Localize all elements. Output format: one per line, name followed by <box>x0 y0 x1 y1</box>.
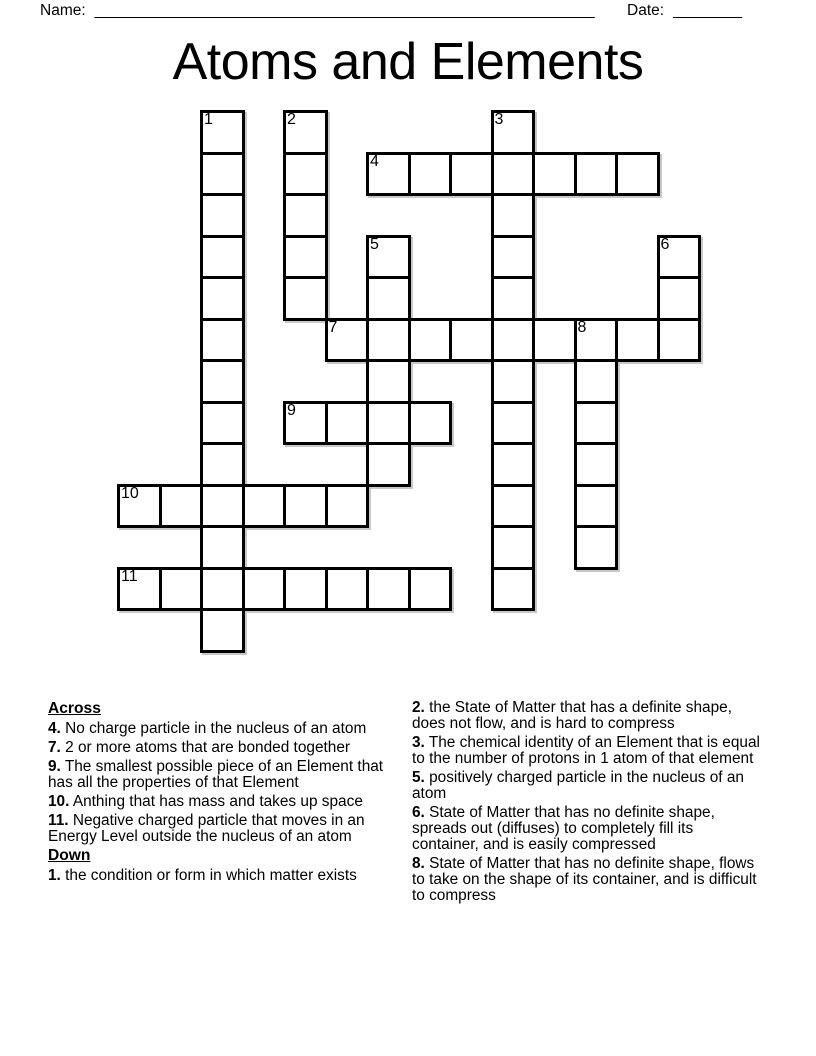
grid-cell-c6-r1[interactable] <box>366 152 411 197</box>
grid-cell-c2-r12[interactable] <box>200 608 245 653</box>
clue-number: 1. <box>48 867 61 884</box>
cell-number-7: 7 <box>328 318 338 336</box>
cell-number-1: 1 <box>204 111 213 128</box>
clue-number: 3. <box>412 734 425 751</box>
grid-cell-c11-r1[interactable] <box>574 152 619 197</box>
date-blank-line[interactable]: ________ <box>673 2 743 19</box>
clue-3: 3. The chemical identity of an Element that is equal to the number of protons in 1 atom of that element <box>412 734 760 767</box>
grid-cell-c9-r8[interactable] <box>491 442 536 487</box>
grid-cell-c3-r11[interactable] <box>242 567 287 612</box>
grid-cell-c9-r2[interactable] <box>491 193 536 238</box>
grid-cell-c0-r11[interactable] <box>117 567 162 612</box>
grid-cell-c9-r11[interactable] <box>491 567 536 612</box>
name-blank-line[interactable]: __________________________________________________________ <box>94 2 595 19</box>
clue-number: 5. <box>412 769 425 786</box>
grid-cell-c2-r5[interactable] <box>200 318 245 363</box>
grid-cell-c9-r0[interactable] <box>491 110 536 155</box>
grid-cell-c6-r6[interactable] <box>366 359 411 404</box>
cell-number-11: 11 <box>121 567 138 585</box>
grid-cell-c2-r7[interactable] <box>200 401 245 446</box>
grid-cell-c6-r8[interactable] <box>366 442 411 487</box>
clue-10: 10. Anthing that has mass and takes up space <box>48 793 363 810</box>
crossword-grid <box>117 110 701 653</box>
cell-number-8: 8 <box>577 318 587 336</box>
name-label: Name: <box>40 2 86 19</box>
clue-number: 9. <box>48 758 61 775</box>
grid-cell-c9-r6[interactable] <box>491 359 536 404</box>
grid-cell-c4-r3[interactable] <box>283 235 328 280</box>
clue-number: 7. <box>48 739 61 756</box>
grid-cell-c6-r4[interactable] <box>366 276 411 321</box>
grid-cell-c8-r1[interactable] <box>449 152 494 197</box>
grid-cell-c11-r6[interactable] <box>574 359 619 404</box>
grid-cell-c13-r3[interactable] <box>657 235 702 280</box>
clue-1: 1. the condition or form in which matter exists <box>48 867 357 884</box>
date-field <box>627 0 742 22</box>
grid-cell-c6-r7[interactable] <box>366 401 411 446</box>
clue-number: 10. <box>48 793 70 810</box>
grid-cell-c9-r3[interactable] <box>491 235 536 280</box>
grid-cell-c5-r9[interactable] <box>325 484 370 529</box>
clue-9: 9. The smallest possible piece of an Element that has all the properties of that Element <box>48 758 384 791</box>
grid-cell-c2-r10[interactable] <box>200 525 245 570</box>
grid-cell-c2-r4[interactable] <box>200 276 245 321</box>
grid-cell-c10-r1[interactable] <box>532 152 577 197</box>
clue-4: 4. No charge particle in the nucleus of an atom <box>48 720 367 737</box>
grid-cell-c5-r11[interactable] <box>325 567 370 612</box>
clues-column-right <box>412 700 764 907</box>
page-title: Atoms and Elements <box>172 33 644 91</box>
cell-number-6: 6 <box>660 235 670 253</box>
grid-cell-c2-r11[interactable] <box>200 567 245 612</box>
grid-cell-c4-r1[interactable] <box>283 152 328 197</box>
clue-number: 2. <box>412 699 425 716</box>
grid-cell-c13-r4[interactable] <box>657 276 702 321</box>
clue-6: 6. State of Matter that has no definite shape, spreads out (diffuses) to completely fill its container, and is easily compressed <box>412 804 715 853</box>
grid-cell-c7-r5[interactable] <box>408 318 453 363</box>
grid-cell-c2-r6[interactable] <box>200 359 245 404</box>
cell-number-9: 9 <box>287 401 296 419</box>
grid-cell-c5-r5[interactable] <box>325 318 370 363</box>
clue-2: 2. the State of Matter that has a definite shape, does not flow, and is hard to compress <box>412 699 732 732</box>
grid-cell-c7-r1[interactable] <box>408 152 453 197</box>
grid-cell-c7-r7[interactable] <box>408 401 453 446</box>
grid-cell-c9-r5[interactable] <box>491 318 536 363</box>
cell-number-5: 5 <box>370 235 379 253</box>
grid-cell-c10-r5[interactable] <box>532 318 577 363</box>
grid-cell-c4-r9[interactable] <box>283 484 328 529</box>
clue-number: 11. <box>48 812 69 829</box>
grid-cell-c9-r1[interactable] <box>491 152 536 197</box>
grid-cell-c2-r3[interactable] <box>200 235 245 280</box>
grid-cell-c11-r5[interactable] <box>574 318 619 363</box>
grid-cell-c5-r7[interactable] <box>325 401 370 446</box>
cell-number-10: 10 <box>121 484 139 502</box>
date-label: Date: <box>627 2 665 19</box>
grid-cell-c9-r10[interactable] <box>491 525 536 570</box>
cell-number-3: 3 <box>494 111 504 128</box>
grid-cell-c2-r8[interactable] <box>200 442 245 487</box>
clues-column-left <box>48 700 405 887</box>
grid-cell-c9-r7[interactable] <box>491 401 536 446</box>
grid-cell-c11-r8[interactable] <box>574 442 619 487</box>
clue-number: 6. <box>412 804 425 821</box>
grid-cell-c1-r9[interactable] <box>159 484 204 529</box>
grid-cell-c9-r4[interactable] <box>491 276 536 321</box>
clue-number: 4. <box>48 720 61 737</box>
clue-5: 5. positively charged particle in the nucleus of an atom <box>412 769 744 802</box>
grid-cell-c0-r9[interactable] <box>117 484 162 529</box>
grid-cell-c2-r9[interactable] <box>200 484 245 529</box>
name-date-row <box>0 0 816 24</box>
clue-8: 8. State of Matter that has no definite shape, flows to take on the shape of its container, and is difficult to compress <box>412 855 757 904</box>
grid-cell-c4-r7[interactable] <box>283 401 328 446</box>
cell-number-4: 4 <box>370 152 379 170</box>
grid-cell-c3-r9[interactable] <box>242 484 287 529</box>
cell-number-2: 2 <box>287 111 296 128</box>
grid-cell-c2-r0[interactable] <box>200 110 245 155</box>
grid-cell-c4-r2[interactable] <box>283 193 328 238</box>
clue-number: 8. <box>412 855 425 872</box>
grid-cell-c4-r4[interactable] <box>283 276 328 321</box>
clue-7: 7. 2 or more atoms that are bonded together <box>48 739 351 756</box>
grid-cell-c12-r1[interactable] <box>615 152 660 197</box>
grid-cell-c8-r5[interactable] <box>449 318 494 363</box>
grid-cell-c6-r3[interactable] <box>366 235 411 280</box>
clue-11: 11. Negative charged particle that moves in an Energy Level outside the nucleus of an atom <box>48 812 365 845</box>
grid-cell-c6-r11[interactable] <box>366 567 411 612</box>
grid-cell-c11-r9[interactable] <box>574 484 619 529</box>
grid-cell-c12-r5[interactable] <box>615 318 660 363</box>
grid-cell-c13-r5[interactable] <box>657 318 702 363</box>
grid-cell-c4-r11[interactable] <box>283 567 328 612</box>
name-field <box>40 0 595 22</box>
grid-cell-c2-r2[interactable] <box>200 193 245 238</box>
grid-cell-c2-r1[interactable] <box>200 152 245 197</box>
grid-cell-c7-r11[interactable] <box>408 567 453 612</box>
across-header: Across <box>48 700 101 717</box>
grid-cell-c11-r7[interactable] <box>574 401 619 446</box>
grid-cell-c9-r9[interactable] <box>491 484 536 529</box>
grid-cell-c1-r11[interactable] <box>159 567 204 612</box>
grid-cell-c6-r5[interactable] <box>366 318 411 363</box>
grid-cell-c11-r10[interactable] <box>574 525 619 570</box>
down-header: Down <box>48 847 91 864</box>
grid-cell-c4-r0[interactable] <box>283 110 328 155</box>
